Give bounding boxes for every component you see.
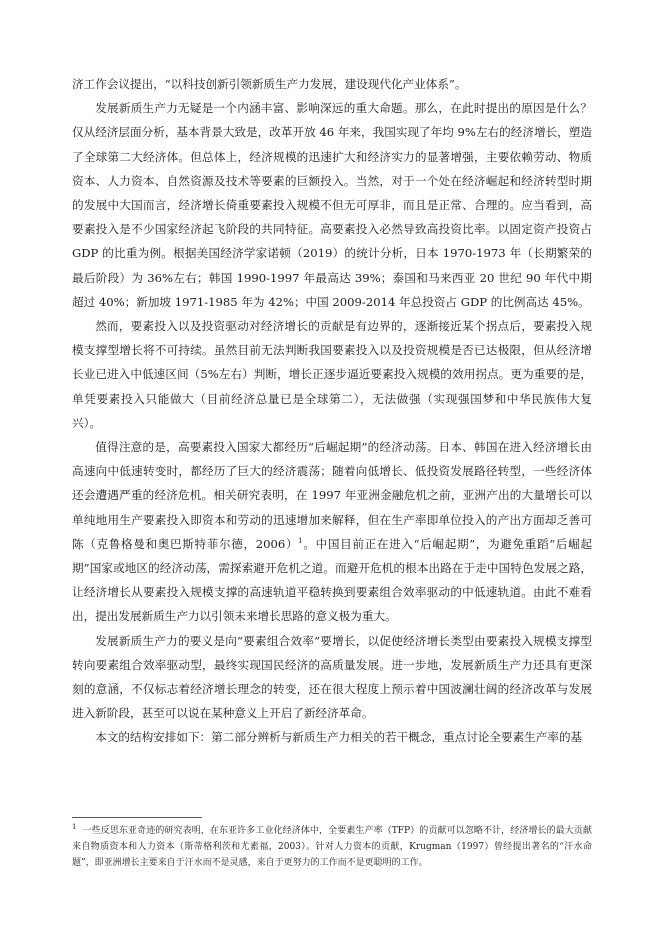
paragraph-2: 发展新质生产力无疑是一个内涵丰富、影响深远的重大命题。那么，在此时提出的原因是什么？仅从经济层面分析，基本背景大致是，改革开放 46 年来，我国实现了年均 9%左右的经济增长，塑造了全球第二大经济体。但总体上，经济规模的迅速扩大和经济实力的显著增强，主要依赖劳动、物质资本、人力资本、自然资源及技术等要素的巨额投入。当然，对于一个处在经济崛起和经济转型时期的发展中大国而言，经济增长倚重要素投入规模不但无可厚非，而且是正常、合理的。应当看到，高要素投入是不少国家经济起飞阶段的共同特征。高要素投入必然导致高投资比率。以固定资产投资占 GDP 的比重为例。根据美国经济学家诺顿（2019）的统计分析，日本 1970-1973 年（长期繁荣的最后阶段）为 36%左右；韩国 1990-1997 年最高达 39%；泰国和马来西亚 20 世纪 90 年代中期超过 40%；新加坡 1971-1985 年为 42%；中国 2009-2014 年总投资占 GDP 的比例高达 45%。 [72,101,592,309]
paragraph-3: 然而，要素投入以及投资驱动对经济增长的贡献是有边界的，逐渐接近某个拐点后，要素投入规模支撑型增长将不可持续。虽然目前无法判断我国要素投入以及投资规模是否已达极限，但从经济增长业已进入中低速区间（5%左右）判断，增长正逐步逼近要素投入规模的效用拐点。更为重要的是，单凭要素投入只能做大（目前经济总量已是全球第二），无法做强（实现强国梦和中华民族伟大复兴）。 [72,319,592,430]
paragraph-6: 本文的结构安排如下：第二部分辨析与新质生产力相关的若干概念，重点讨论全要素生产率的基 [95,730,583,745]
paragraph-4 [72,435,592,629]
footnote-mark: 1 [72,823,77,831]
footnote-divider [72,817,202,818]
footnote-reference[interactable]: 1 [298,537,303,545]
page-body [72,72,592,750]
footnote [72,823,592,871]
body-text [72,72,592,750]
footnote-text: 一些反思东亚奇迹的研究表明，在东亚许多工业化经济体中，全要素生产率（TFP）的贡献可以忽略不计，经济增长的最大贡献来自物质资本和人力资本（斯蒂格利茨和尤素福，2003）。针对人力资本的贡献，Krugman（1997）曾经提出著名的“汗水命题”，即亚洲增长主要来自于汗水而不是灵感，来自于更努力的工作而不是更聪明的工作。 [72,826,592,868]
paragraph-4-part-2: 。中国目前正在进入“后崛起期”，为避免重蹈“后崛起期”国家或地区的经济动荡，需探索避开危机之道。而避开危机的根本出路在于走中国特色发展之路，让经济增长从要素投入规模支撑的高速轨道平稳转换到要素组合效率驱动的中低速轨道。由此不难看出，提出发展新质生产力以引领未来增长思路的意义极为重大。 [72,536,592,624]
paragraph-1: 济工作会议提出，“以科技创新引领新质生产力发展，建设现代化产业体系”。 [72,77,467,91]
paragraph-5: 发展新质生产力的要义是向“要素组合效率”要增长，以促使经济增长类型由要素投入规模支撑型转向要素组合效率驱动型，最终实现国民经济的高质量发展。进一步地，发展新质生产力还具有更深刻的意涵，不仅标志着经济增长理念的转变，还在很大程度上预示着中国波澜壮阔的经济改革与发展进入新阶段，甚至可以说在某种意义上开启了新经济革命。 [72,633,592,721]
paragraph-4-part-1: 值得注意的是，高要素投入国家大都经历“后崛起期”的经济动荡。日本、韩国在进入经济增长由高速向中低速转变时，都经历了巨大的经济震荡；随着向低增长、低投资发展路径转型，一些经济体还会遭遇严重的经济危机。相关研究表明，在 1997 年亚洲金融危机之前，亚洲产出的大量增长可以单纯地用生产要素投入即资本和劳动的迅速增加来解释，但在生产率即单位投入的产出方面却乏善可陈（克鲁格曼和奥巴斯特菲尔德，2006） [72,440,592,551]
